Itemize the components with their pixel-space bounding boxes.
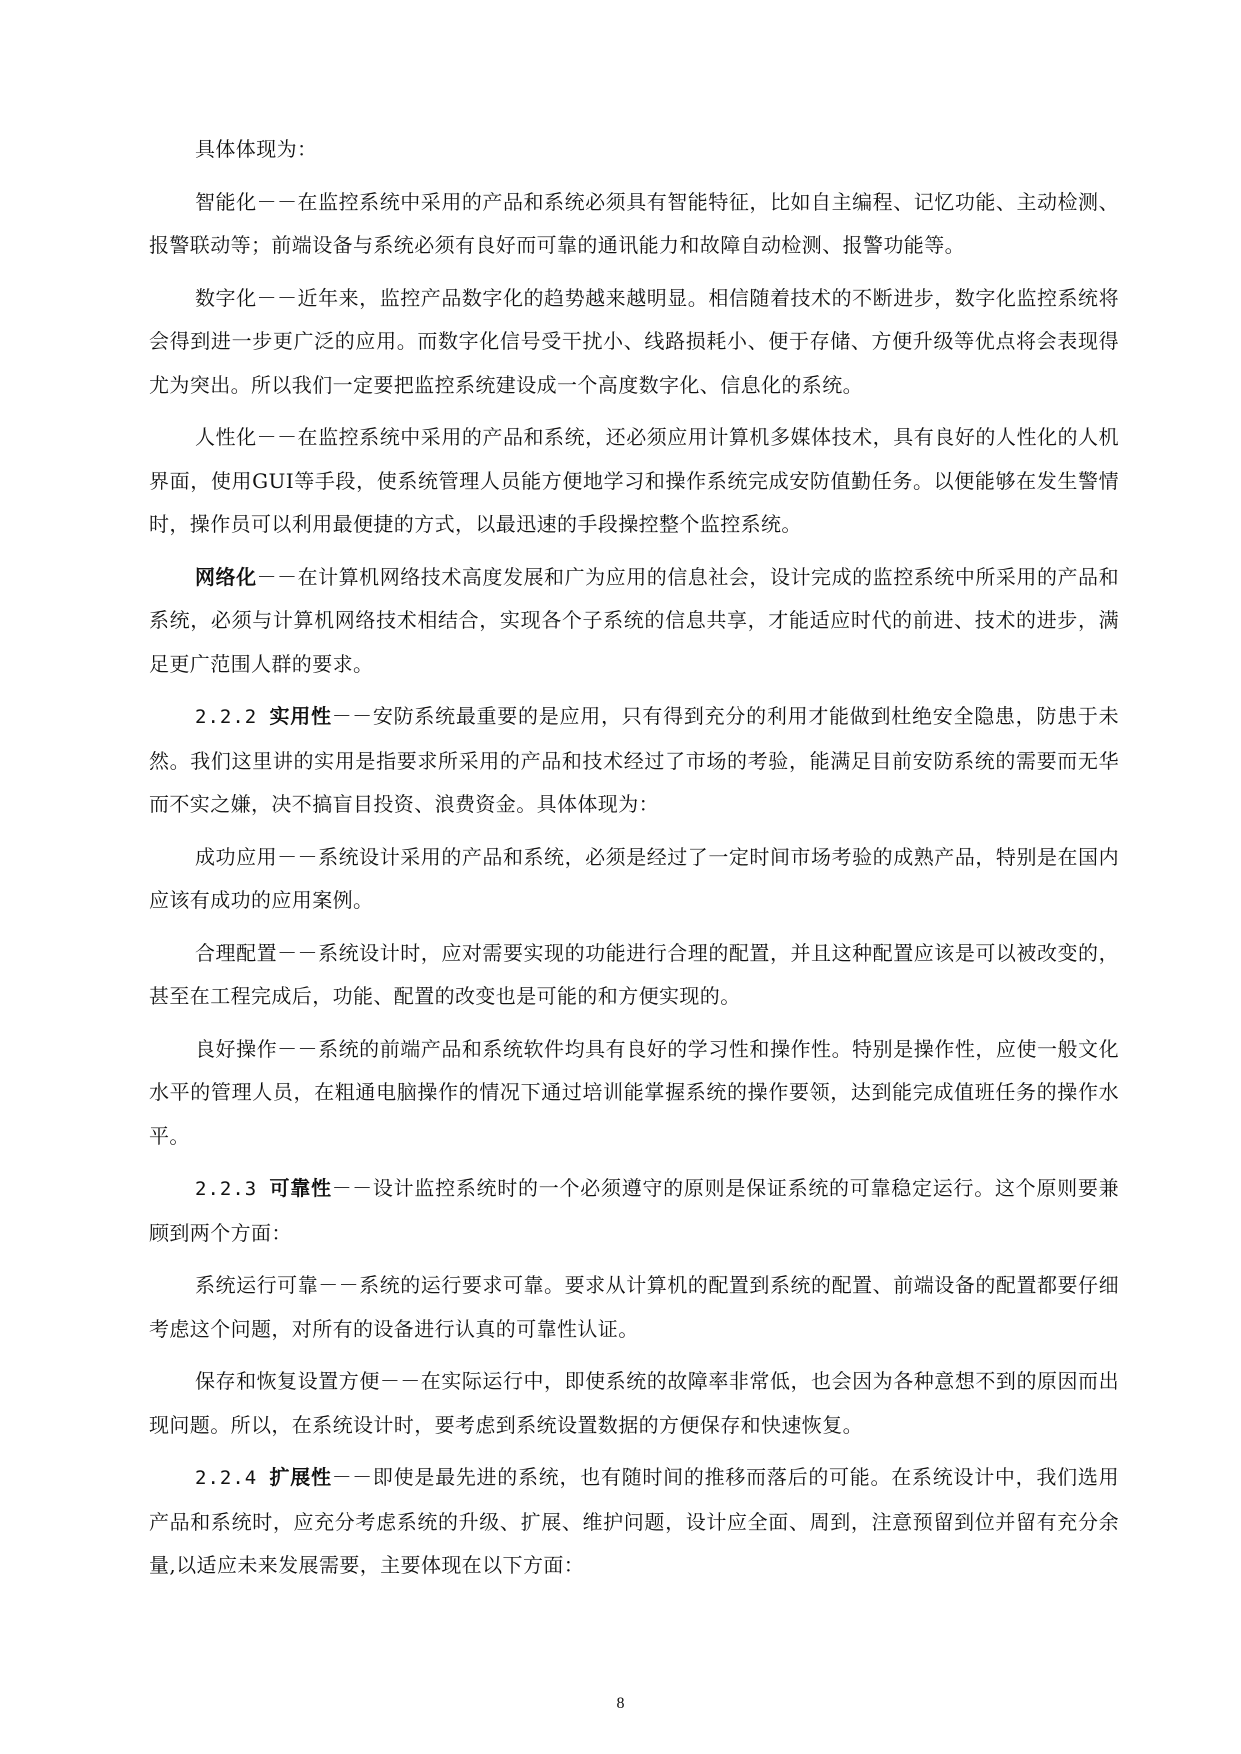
section-number: 2.2.2	[195, 706, 258, 728]
paragraph-digital	[149, 277, 1119, 408]
paragraph-good-operation	[149, 1028, 1119, 1159]
paragraph-reasonable-configuration	[149, 932, 1119, 1019]
paragraph-text: 良好操作－－系统的前端产品和系统软件均具有良好的学习性和操作性。特别是操作性，应使一般文化水平的管理人员，在粗通电脑操作的情况下通过培训能掌握系统的操作要领，达到能完成值班任务的操作水平。	[149, 1036, 1119, 1148]
paragraph-text: －－在计算机网络技术高度发展和广为应用的信息社会，设计完成的监控系统中所采用的产品和系统，必须与计算机网络技术相结合，实现各个子系统的信息共享，才能适应时代的前进、技术的进步，满足更广范围人群的要求。	[149, 564, 1119, 676]
section-term: 实用性	[269, 704, 332, 728]
paragraph-text: 数字化－－近年来，监控产品数字化的趋势越来越明显。相信随着技术的不断进步，数字化监控系统将会得到进一步更广泛的应用。而数字化信号受干扰小、线路损耗小、便于存储、方便升级等优点将会表现得尤为突出。所以我们一定要把监控系统建设成一个高度数字化、信息化的系统。	[149, 285, 1119, 397]
section-2-2-4	[149, 1456, 1119, 1588]
paragraph-text: 具体体现为：	[195, 137, 318, 161]
section-term: 可靠性	[269, 1176, 332, 1200]
section-term: 扩展性	[269, 1465, 332, 1489]
section-2-2-3	[149, 1167, 1119, 1255]
paragraph-text: 智能化－－在监控系统中采用的产品和系统必须具有智能特征，比如自主编程、记忆功能、主动检测、报警联动等；前端设备与系统必须有良好而可靠的通讯能力和故障自动检测、报警功能等。	[149, 189, 1119, 257]
body-text	[149, 128, 1119, 1597]
paragraph-networked	[149, 556, 1119, 687]
paragraph-text: 成功应用－－系统设计采用的产品和系统，必须是经过了一定时间市场考验的成熟产品，特别是在国内应该有成功的应用案例。	[149, 844, 1119, 912]
paragraph-successful-application	[149, 836, 1119, 923]
paragraph-text: －－设计监控系统时的一个必须遵守的原则是保证系统的可靠稳定运行。这个原则要兼顾到两个方面：	[149, 1176, 1120, 1245]
paragraph-reliable-operation	[149, 1264, 1119, 1351]
paragraph-text: －－安防系统最重要的是应用，只有得到充分的利用才能做到杜绝安全隐患，防患于未然。我们这里讲的实用是指要求所采用的产品和技术经过了市场的考验，能满足目前安防系统的需要而无华而不实之嫌，决不搞盲目投资、浪费资金。具体体现为：	[149, 704, 1120, 816]
paragraph-text: －－即使是最先进的系统，也有随时间的推移而落后的可能。在系统设计中，我们选用产品和系统时，应充分考虑系统的升级、扩展、维护问题，设计应全面、周到，注意预留到位并留有充分余量,以适应未来发展需要，主要体现在以下方面：	[149, 1465, 1120, 1577]
page-number: 8	[616, 1695, 625, 1712]
paragraph-text: 系统运行可靠－－系统的运行要求可靠。要求从计算机的配置到系统的配置、前端设备的配置都要仔细考虑这个问题，对所有的设备进行认真的可靠性认证。	[149, 1273, 1119, 1341]
paragraph-text: 合理配置－－系统设计时，应对需要实现的功能进行合理的配置，并且这种配置应该是可以被改变的，甚至在工程完成后，功能、配置的改变也是可能的和方便实现的。	[149, 940, 1119, 1008]
paragraph-term: 网络化	[195, 564, 257, 589]
paragraph-text: 保存和恢复设置方便－－在实际运行中，即使系统的故障率非常低，也会因为各种意想不到的原因而出现问题。所以，在系统设计时，要考虑到系统设置数据的方便保存和快速恢复。	[149, 1369, 1119, 1437]
paragraph-intro	[149, 128, 1119, 172]
section-2-2-2	[149, 695, 1119, 827]
paragraph-text: 人性化－－在监控系统中采用的产品和系统，还必须应用计算机多媒体技术，具有良好的人性化的人机界面，使用GUI等手段，使系统管理人员能方便地学习和操作系统完成安防值勤任务。以便能够在发生警情时，操作员可以利用最便捷的方式，以最迅速的手段操控整个监控系统。	[149, 425, 1119, 536]
section-number: 2.2.4	[195, 1467, 258, 1489]
paragraph-save-restore	[149, 1360, 1119, 1447]
paragraph-humanized	[149, 416, 1119, 547]
section-number: 2.2.3	[195, 1178, 258, 1200]
paragraph-intelligent	[149, 181, 1119, 268]
